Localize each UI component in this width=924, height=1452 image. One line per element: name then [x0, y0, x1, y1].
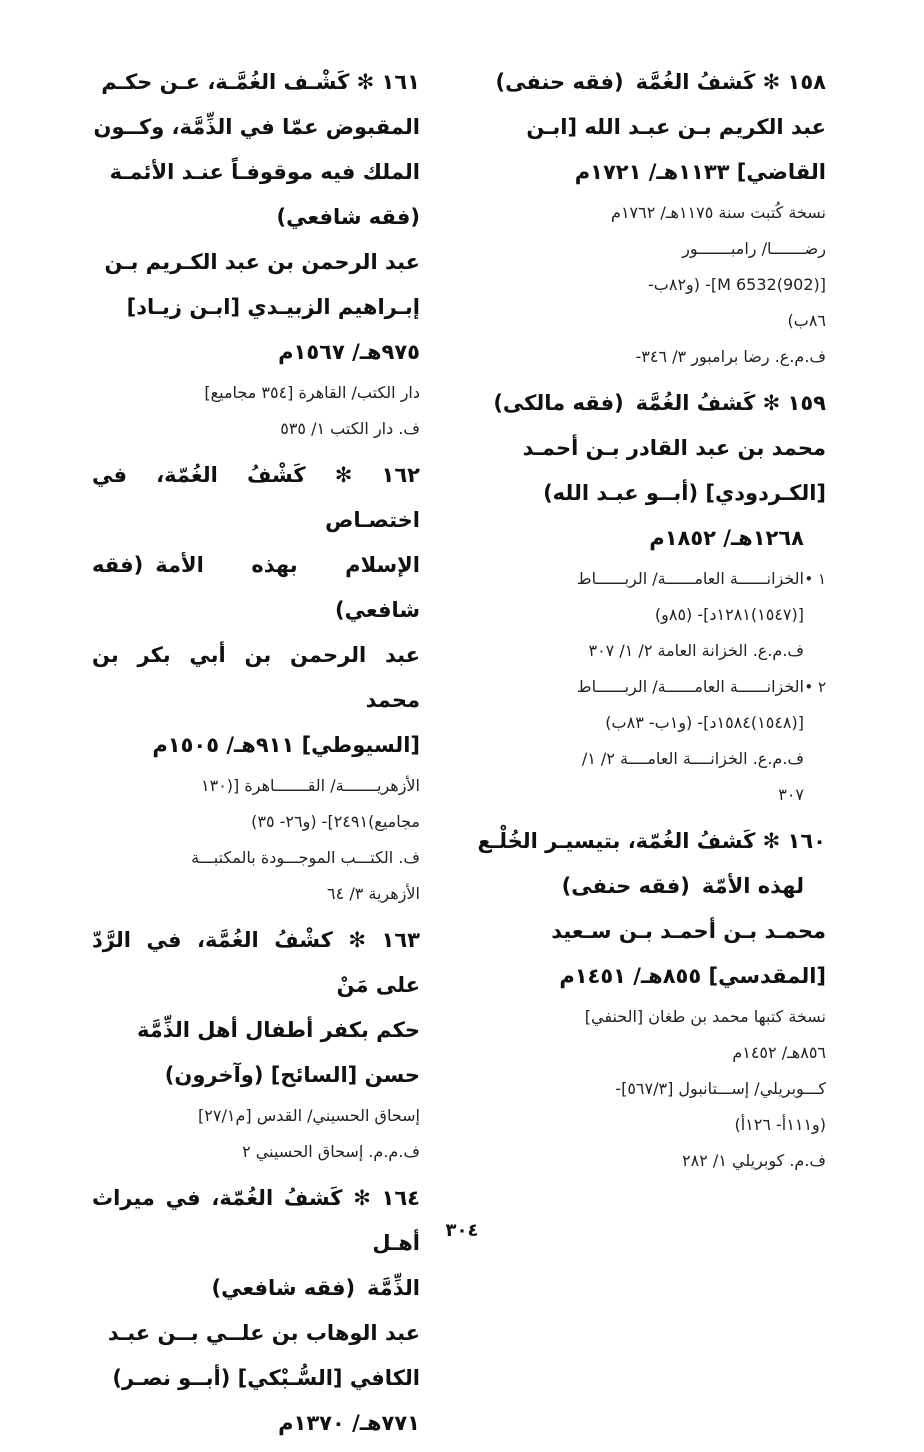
entry-159-copy-2	[476, 669, 826, 813]
entry-163-author-line-1: حسن [السائح] (وآخرون)	[164, 1063, 420, 1087]
entry-158-subject: (فقه حنفى)	[495, 70, 624, 94]
entry-159-copy-2-line-4: ٣٠٧	[778, 785, 804, 804]
left-column	[92, 60, 420, 1452]
bullet-marker: ١ •	[804, 570, 826, 588]
entry-164-author-line-1: عبد الوهاب بن علــي بــن عبـد	[107, 1321, 420, 1345]
entry-158-detail-2: رضـــــــا/ رامبـــــــور	[682, 239, 826, 258]
entry-160-detail-3: كـــوبريلي/ إســـتانبول [٥٦٧/٣]-	[615, 1079, 826, 1098]
entry-163	[92, 918, 420, 1170]
entry-160-author-line-1: محمـد بـن أحمـد بـن سـعيد	[551, 919, 826, 943]
entry-159-copy-1-line-1: الخزانــــــة العامــــــة/ الربــــــاط	[576, 569, 804, 588]
entry-160-title-line-2	[476, 864, 826, 909]
entry-158-title	[476, 60, 826, 105]
entry-161-author-line-3: ٩٧٥هـ/ ١٥٦٧م	[278, 340, 420, 364]
entry-160-detail-5: ف.م. كوبريلي ١/ ٢٨٢	[682, 1151, 826, 1170]
entry-161	[92, 60, 420, 447]
entry-158-detail-4: ٨٦ب)	[787, 311, 826, 330]
entry-162-detail-1: الأزهريـــــــة/ القـــــــاهرة [(١٣٠	[201, 776, 420, 795]
entry-161-author-line-1: عبد الرحمن بن عبد الكـريم بـن	[104, 250, 420, 274]
entry-159-copy-2-line-2: [(١٥٤٨)١٥٨٤د]- (و١ب- ٨٣ب)	[605, 713, 804, 732]
page-number: ٣٠٤	[445, 1220, 479, 1241]
entry-158-author-line-1: عبد الكريم بـن عبـد الله [ابـن	[526, 115, 826, 139]
entry-162	[92, 453, 420, 912]
entry-159-copy-1-line-2: [(١٥٤٧)١٢٨١د]- (٨٥و)	[654, 605, 804, 624]
entry-160-detail-1: نسخة كتبها محمد بن طغان [الحنفي]	[584, 1007, 826, 1026]
entry-158-author-line-2: القاضي] ١١٣٣هـ/ ١٧٢١م	[574, 160, 826, 184]
entry-163-detail-1: إسحاق الحسيني/ القدس [م٢٧/١]	[198, 1106, 420, 1125]
entry-160-header: ١٦٠ ✻ كَشفُ الغُمّة، بتيسيـر الخُلْـع	[477, 829, 826, 853]
entry-161-title-line-3: الملك فيه موقوفـاً عنـد الأئمـة	[109, 160, 420, 184]
entry-158-detail-3: [M 6532(902)]- (و٨٢ب-	[648, 275, 826, 294]
entry-158-detail-1: نسخة كُتبت سنة ١١٧٥هـ/ ١٧٦٢م	[611, 203, 826, 222]
entry-160-author-line-2: [المقدسي] ٨٥٥هـ/ ١٤٥١م	[559, 964, 826, 988]
bullet-marker: ٢ •	[804, 678, 826, 696]
entry-161-detail-2: ف. دار الكتب ١/ ٥٣٥	[280, 419, 420, 438]
entry-164-title-line-1: ١٦٤ ✻ كَشفُ الغُمّة، في ميراث أهـل	[92, 1186, 420, 1255]
entry-164-title-2: الذِّمَّة	[367, 1276, 420, 1300]
entry-158-detail-5: ف.م.ع. رضا برامبور ٣/ ٣٤٦-	[635, 347, 826, 366]
entry-159-author-line-1: محمد بن عبد القادر بـن أحمـد	[522, 436, 826, 460]
entry-162-title-line-2	[92, 543, 420, 633]
entry-164-subject: (فقه شافعي)	[211, 1276, 356, 1300]
entry-161-title-line-2: المقبوض عمّا في الذِّمَّة، وكــون	[93, 115, 420, 139]
entry-161-title-line-1: ١٦١ ✻ كَشْـف الغُمَّـة، عـن حكـم	[101, 70, 420, 94]
entry-163-detail-2: ف.م.م. إسحاق الحسيني ٢	[242, 1142, 420, 1161]
entry-158-header: ١٥٨ ✻ كَشفُ الغُمَّة	[635, 70, 826, 94]
entry-162-detail-2: مجاميع)٢٤٩١]- (و٢٦- ٣٥)	[251, 812, 420, 831]
entry-161-subject: (فقه شافعي)	[276, 205, 420, 229]
entry-160-detail-4: (و١١١أ- ١٢٦أ)	[734, 1115, 826, 1134]
entry-164-author-line-3: ٧٧١هـ/ ١٣٧٠م	[278, 1411, 420, 1435]
entry-163-title-line-1: ١٦٣ ✻ كشْفُ الغُمَّة، في الرَّدّ على مَنْ	[92, 928, 420, 997]
entry-159-copy-1-line-3: ف.م.ع. الخزانة العامة ٢/ ١/ ٣٠٧	[588, 641, 804, 660]
entry-162-detail-4: الأزهرية ٣/ ٦٤	[327, 884, 420, 903]
entry-159-header: ١٥٩ ✻ كَشفُ الغُمَّة	[635, 391, 826, 415]
entry-159-author-line-3: ١٢٦٨هـ/ ١٨٥٢م	[649, 526, 804, 550]
entry-162-title-line-1: ١٦٢ ✻ كَشْفُ الغُمّة، في اختصـاص	[92, 463, 420, 532]
entry-163-title-line-2: حكم بكفر أطفال أهل الذِّمَّة	[137, 1018, 420, 1042]
entry-164-title-line-2	[92, 1266, 420, 1311]
entry-159-title	[476, 381, 826, 426]
entry-159-subject: (فقه مالكى)	[493, 391, 624, 415]
entry-161-author-line-2: إبـراهيم الزبيـدي [ابـن زيـاد]	[126, 295, 420, 319]
entry-159-copy-1	[476, 561, 826, 669]
entry-158	[476, 60, 826, 375]
entry-160-detail-2: ٨٥٦هـ/ ١٤٥٢م	[732, 1043, 826, 1062]
right-column	[476, 60, 826, 1185]
entry-162-author-line-1: عبد الرحمن بن أبي بكر بن محمد	[92, 643, 420, 712]
entry-160-subject: (فقه حنفى)	[561, 874, 690, 898]
entry-159-copy-2-line-3: ف.م.ع. الخزانــــة العامــــة ٢/ ١/	[581, 749, 804, 768]
entry-160	[476, 819, 826, 1179]
entry-159	[476, 381, 826, 813]
entry-162-author-line-2: [السيوطي] ٩١١هـ/ ١٥٠٥م	[152, 733, 420, 757]
entry-159-copy-2-line-1: الخزانــــــة العامــــــة/ الربــــــاط	[576, 677, 804, 696]
entry-164-author-line-2: الكافي [السُّـبْكي] (أبــو نصـر)	[112, 1366, 420, 1390]
entry-162-subject: (فقه شافعي)	[92, 553, 420, 622]
entry-162-title-2: الإسلام بهذه الأمة	[155, 553, 420, 577]
entry-160-title-2: لهذه الأمّة	[701, 874, 804, 898]
entry-164	[92, 1176, 420, 1446]
entry-159-author-line-2: [الكـردودي] (أبــو عبـد الله)	[543, 481, 826, 505]
entry-161-detail-1: دار الكتب/ القاهرة [٣٥٤ مجاميع]	[204, 383, 420, 402]
entry-162-detail-3: ف. الكتـــب الموجـــودة بالمكتبـــة	[191, 848, 420, 867]
